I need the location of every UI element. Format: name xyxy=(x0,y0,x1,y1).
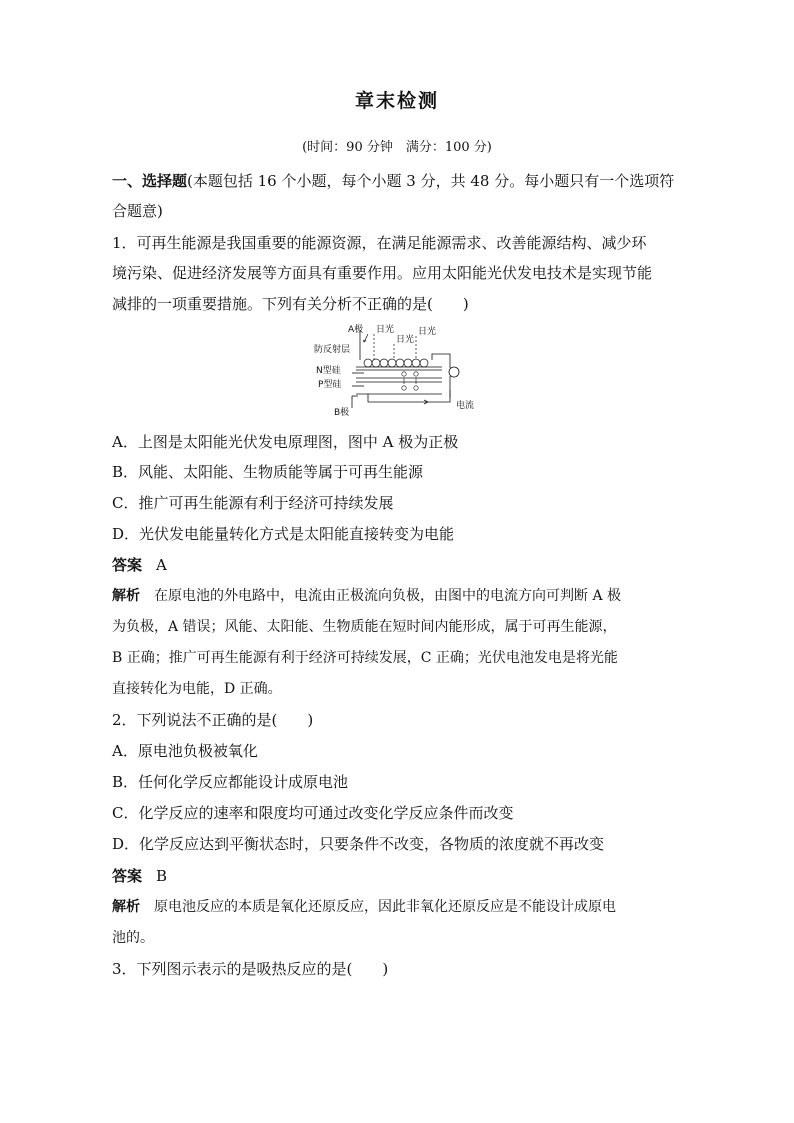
q1-option-c: C．推广可再生能源有利于经济可持续发展 xyxy=(112,494,394,512)
q2-analysis-line2: 池的。 xyxy=(112,930,154,946)
label-anti-reflection: 防反射层 xyxy=(314,345,351,355)
q1-stem-line2: 境污染、促进经济发展等方面具有重要作用。应用太阳能光伏发电技术是实现节能 xyxy=(112,264,653,282)
external-circuit xyxy=(368,354,459,404)
anti-reflection-bubbles xyxy=(364,359,428,367)
q1-option-d: D．光伏发电能量转化方式是太阳能直接转变为电能 xyxy=(112,525,455,543)
label-current: 电流 xyxy=(456,401,475,411)
label-sunlight-1: 日光 xyxy=(376,325,395,335)
q1-stem-line3: 减排的一项重要措施。下列有关分析不正确的是( ) xyxy=(112,295,469,313)
q1-answer-value: A xyxy=(156,556,167,574)
q1-analysis-text1: 在原电池的外电路中，电流由正极流向负极，由图中的电流方向可判断 A 极 xyxy=(154,588,622,604)
exam-info: (时间：90 分钟 满分：100 分) xyxy=(302,140,492,155)
q2-option-c: C．化学反应的速率和限度均可通过改变化学反应条件而改变 xyxy=(112,804,514,822)
section-description: (本题包括 16 个小题，每个小题 3 分，共 48 分。每小题只有一个选项符 xyxy=(187,172,675,190)
label-n-silicon: N型硅 xyxy=(316,366,341,376)
q1-stem-line1: 1．可再生能源是我国重要的能源资源，在满足能源需求、改善能源结构、减少环 xyxy=(112,234,647,252)
section-heading: 一、选择题 xyxy=(112,172,188,190)
label-sunlight-3: 日光 xyxy=(396,335,415,345)
label-p-silicon: P型硅 xyxy=(318,380,342,390)
q1-analysis-line4: 直接转化为电能，D 正确。 xyxy=(112,681,282,697)
q2-analysis-line1 xyxy=(112,897,692,917)
q2-answer-label: 答案 xyxy=(112,867,143,885)
q1-analysis-line3: B 正确；推广可再生能源有利于经济可持续发展，C 正确；光伏电池发电是将光能 xyxy=(112,650,618,666)
label-a-pole: A极 xyxy=(348,325,364,335)
section-heading-line xyxy=(112,171,692,191)
q2-option-a: A．原电池负极被氧化 xyxy=(112,742,258,760)
q2-answer xyxy=(112,866,692,886)
q2-analysis-text1: 原电池反应的本质是氧化还原反应，因此非氧化还原反应是不能设计成原电 xyxy=(154,899,616,915)
q2-option-d: D．化学反应达到平衡状态时，只要条件不改变，各物质的浓度就不再改变 xyxy=(112,835,605,853)
label-sunlight-2: 日光 xyxy=(418,327,437,337)
charge-carriers xyxy=(402,372,418,390)
q1-analysis-line2: 为负极，A 错误；风能、太阳能、生物质能在短时间内能形成，属于可再生能源， xyxy=(112,619,617,635)
q1-option-b: B．风能、太阳能、生物质能等属于可再生能源 xyxy=(112,463,424,481)
q1-analysis-label: 解析 xyxy=(112,588,140,604)
q3-stem: 3．下列图示表示的是吸热反应的是( ) xyxy=(112,960,389,978)
label-b-pole: B极 xyxy=(334,408,350,418)
q1-analysis-line1 xyxy=(112,586,692,606)
page-title: 章末检测 xyxy=(354,90,439,112)
solar-cell-diagram xyxy=(308,320,480,420)
section-description-cont: 合题意) xyxy=(112,202,163,220)
q1-option-a: A．上图是太阳能光伏发电原理图，图中 A 极为正极 xyxy=(112,433,459,451)
q1-answer-label: 答案 xyxy=(112,556,143,574)
q2-answer-value: B xyxy=(156,867,168,885)
q2-stem: 2．下列说法不正确的是( ) xyxy=(112,711,314,729)
q2-analysis-label: 解析 xyxy=(112,899,140,915)
q2-option-b: B．任何化学反应都能设计成原电池 xyxy=(112,773,349,791)
q1-answer xyxy=(112,555,692,575)
